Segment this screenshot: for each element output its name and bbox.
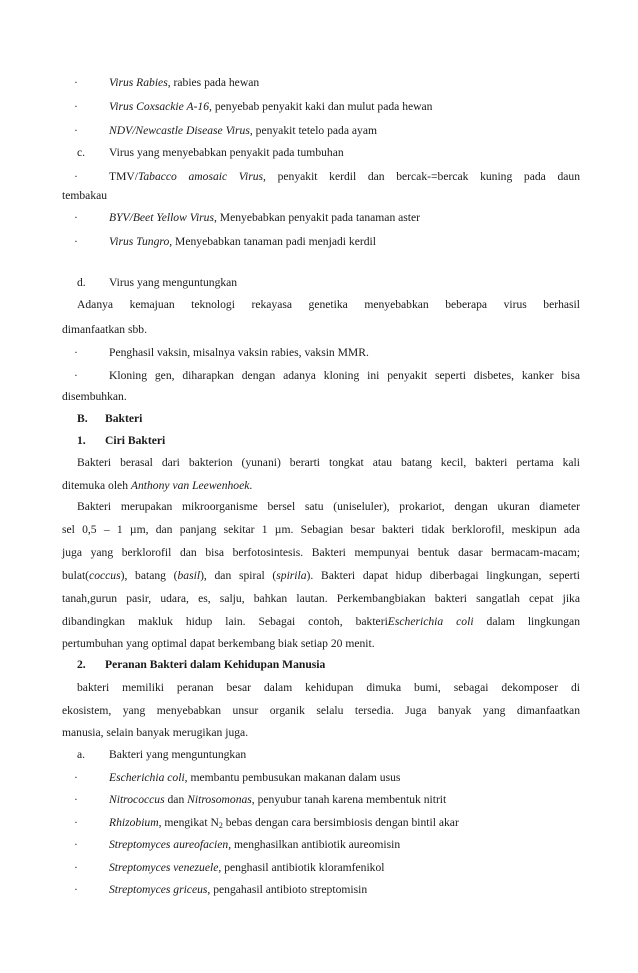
item-text: , penyakit tetelo pada ayam	[249, 124, 378, 137]
item-text: , penghasil antibiotik kloramfenikol	[218, 861, 385, 874]
item-text: , pengahasil antibioto streptomisin	[207, 883, 368, 896]
text-run: ), dan spiral (	[200, 569, 277, 582]
list-item	[0, 771, 638, 785]
item-text: penyebab penyakit kaki dan mulut pada hewan	[211, 100, 433, 113]
item-text: , rabies pada hewan	[167, 76, 260, 89]
subsection-heading	[0, 658, 638, 672]
list-item	[0, 346, 638, 360]
organism-name: Virus Tungro	[109, 235, 170, 248]
item-continuation: tembakau	[62, 189, 108, 202]
sub-heading-a	[0, 748, 638, 762]
sub-heading-text: Bakteri yang menguntungkan	[109, 748, 247, 761]
list-item	[0, 883, 638, 897]
list-item	[0, 76, 638, 90]
subsection-title: Ciri Bakteri	[105, 434, 166, 447]
text-run: ditemuka oleh	[62, 479, 131, 492]
bullet: ·	[74, 124, 78, 137]
sub-heading-text: Virus yang menguntungkan	[109, 276, 238, 289]
bullet: ·	[74, 816, 78, 829]
subscript: 2	[218, 821, 223, 830]
organism-name: Nitrococcus	[109, 793, 165, 806]
term: coccus	[89, 569, 121, 582]
paragraph-line: pertumbuhan yang optimal dapat berkembang biak setiap 20 menit.	[62, 637, 375, 650]
item-text: TMV/	[109, 170, 138, 183]
item-text: , penyubur tanah karena membentuk nitrit	[251, 793, 447, 806]
item-continuation: disembuhkan.	[62, 390, 127, 403]
list-item	[0, 369, 638, 383]
list-item	[0, 100, 638, 114]
organism-name: Virus Rabies	[109, 76, 168, 89]
item-text: Kloning gen, diharapkan dengan adanya kloning ini penyakit seperti disbetes, kanker bisa	[109, 369, 580, 382]
text-run: .	[249, 479, 253, 492]
section-heading	[0, 412, 638, 426]
subsection-title: Peranan Bakteri dalam Kehidupan Manusia	[105, 658, 326, 671]
letter-label: c.	[77, 146, 86, 159]
bullet: ·	[74, 883, 78, 896]
sub-heading-d	[0, 276, 638, 290]
bullet: ·	[74, 793, 78, 806]
paragraph-line: sel 0,5 – 1 µm, dan panjang sekitar 1 µm. Sebagian besar bakteri tidak berklorofil, meskipun ada	[62, 523, 580, 536]
item-text: , mengikat N	[158, 816, 219, 829]
organism-name: Nitrosomonas	[187, 793, 252, 806]
list-item	[0, 235, 638, 249]
list-item	[0, 838, 638, 852]
sub-heading-text: Virus yang menyebabkan penyakit pada tumbuhan	[109, 146, 344, 159]
paragraph-line	[62, 569, 580, 583]
item-text: dan	[164, 793, 188, 806]
bullet: ·	[74, 771, 78, 784]
item-text: bebas dengan cara bersimbiosis dengan bintil akar	[222, 816, 459, 829]
item-text: , membantu pembusukan makanan dalam usus	[184, 771, 401, 784]
letter-label: d.	[77, 276, 86, 289]
paragraph-line: dimanfaatkan sbb.	[62, 323, 147, 336]
paragraph-line: Bakteri merupakan mikroorganisme bersel satu (uniseluler), prokariot, dengan ukuran diameter	[77, 500, 580, 513]
item-text: , penyakit kerdil dan bercak-=bercak kuning pada daun	[263, 170, 580, 183]
list-item	[0, 211, 638, 225]
organism-name: Tabacco amosaic Virus	[137, 170, 264, 183]
bullet: ·	[74, 76, 78, 89]
term: basil	[177, 569, 201, 582]
paragraph-line: Adanya kemajuan teknologi rekayasa genetika menyebabkan beberapa virus berhasil	[77, 298, 580, 311]
subsection-heading	[0, 434, 638, 448]
bullet: ·	[74, 211, 78, 224]
text-run: dalam lingkungan	[473, 615, 580, 628]
paragraph-line: tanah,gurun pasir, udara, es, salju, bahkan lautan. Perkembangbiakan bakteri sangatlah cepat jika	[62, 592, 580, 605]
organism-name: Streptomyces venezuele	[109, 861, 219, 874]
bullet: ·	[74, 838, 78, 851]
text-run: ), batang (	[120, 569, 178, 582]
paragraph-line: ekosistem, yang menyebabkan unsur organik selalu tersedia. Juga banyak yang dimanfaatkan	[62, 704, 580, 717]
subsection-number: 1.	[77, 434, 86, 447]
text-run: bulat(	[62, 569, 90, 582]
list-item	[0, 170, 638, 184]
section-number: B.	[77, 412, 88, 425]
person-name: Anthony van Leewenhoek	[130, 479, 250, 492]
bullet: ·	[74, 235, 78, 248]
paragraph-line: bakteri memiliki peranan besar dalam kehidupan dimuka bumi, sebagai dekomposer di	[77, 681, 580, 694]
list-item	[0, 816, 638, 830]
organism-name: Streptomyces aureofacien	[109, 838, 229, 851]
paragraph-line	[62, 479, 580, 493]
organism-name: Rhizobium	[109, 816, 159, 829]
bullet: ·	[74, 861, 78, 874]
paragraph-line: Bakteri berasal dari bakterion (yunani) berarti tongkat atau batang kecil, bakteri pertama kali	[77, 456, 580, 469]
paragraph-line: manusia, selain banyak merugikan juga.	[62, 726, 249, 739]
organism-name: Virus Coxsackie A-16,	[109, 100, 212, 113]
bullet: ·	[74, 369, 78, 382]
item-text: Penghasil vaksin, misalnya vaksin rabies, vaksin MMR.	[109, 346, 369, 359]
term: spirila	[276, 569, 307, 582]
paragraph-line: juga yang berklorofil dan bisa berfotosintesis. Bakteri mempunyai bentuk dasar bermacam-macam;	[62, 546, 580, 559]
list-item	[0, 861, 638, 875]
organism-name: Escherichia coli	[109, 771, 185, 784]
item-text: , Menyebabkan tanaman padi menjadi kerdil	[169, 235, 376, 248]
letter-label: a.	[77, 748, 86, 761]
section-title: Bakteri	[105, 412, 143, 425]
organism-name: Streptomyces griceus	[109, 883, 208, 896]
item-text: , menghasilkan antibiotik aureomisin	[228, 838, 401, 851]
bullet: ·	[74, 346, 78, 359]
organism-name: NDV/Newcastle Disease Virus	[109, 124, 250, 137]
list-item	[0, 793, 638, 807]
paragraph-line	[62, 615, 580, 629]
item-text: , Menyebabkan penyakit pada tanaman aster	[214, 211, 421, 224]
organism-name: BYV/Beet Yellow Virus	[109, 211, 214, 224]
text-run: dibandingkan makluk hidup lain. Sebagai contoh, bakteri	[62, 615, 388, 628]
list-item	[0, 124, 638, 138]
text-run: ). Bakteri dapat hidup diberbagai lingkungan, seperti	[306, 569, 580, 582]
sub-heading-c	[0, 146, 638, 160]
organism-name: Escherichia coli	[387, 615, 474, 628]
subsection-number: 2.	[77, 658, 86, 671]
bullet: ·	[74, 100, 78, 113]
bullet: ·	[74, 170, 78, 183]
